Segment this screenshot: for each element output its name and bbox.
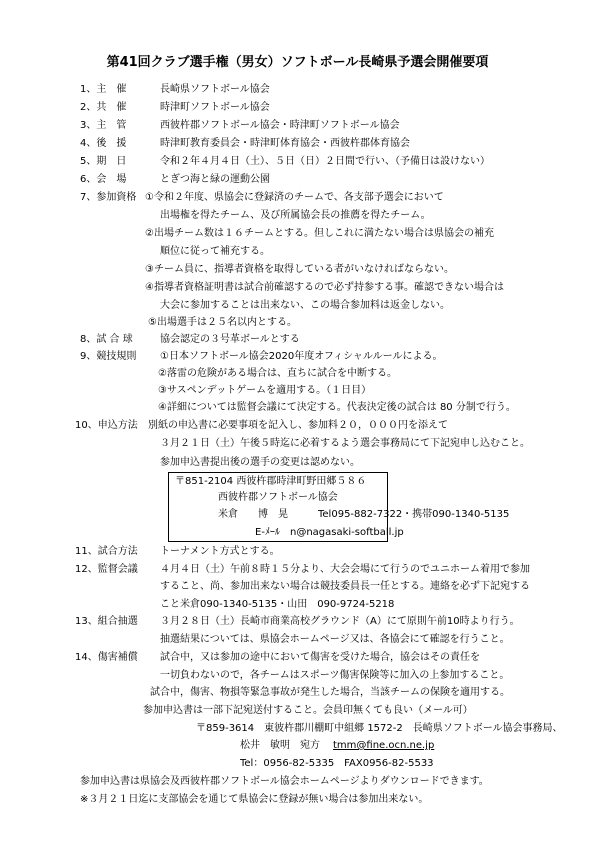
- section-9-line: ④詳細については監督会議にて決定する。代表決定後の試合は 80 分制で行う。: [158, 402, 516, 413]
- section-7-line: ④指導者資格証明書は試合前確認するので必ず持参する事。確認できない場合は: [145, 282, 504, 293]
- section-9-label: 9、競技規則: [80, 351, 137, 362]
- section-8-label: 8、試 合 球: [80, 334, 133, 345]
- submission-tel-fax: Tel：0956-82-5335 FAX0956-82-5533: [240, 758, 434, 769]
- section-5-label: 5、期 日: [80, 156, 127, 167]
- section-7-line: ⑤出場選手は２５名以内とする。: [148, 317, 297, 328]
- section-1-label: 1、主 催: [80, 84, 127, 95]
- section-6-label: 6、会 場: [80, 174, 127, 185]
- section-12-line: すること、尚、参加出来ない場合は競技委員長一任とする。連絡を必ず下記宛する: [160, 581, 530, 592]
- contact-phone: Tel095-882-7322・携帯090-1340-5135: [318, 509, 510, 520]
- section-12-line: ４月４日（土）午前８時１５分より、大会会場にて行うのでユニホーム着用で参加: [160, 564, 530, 575]
- submission-email-link[interactable]: tmm@fine.ocn.ne.jp: [333, 740, 435, 751]
- registration-notice: ※３月２１日迄に支部協会を通じて県協会に登録が無い場合は参加出来ない。: [80, 794, 429, 805]
- section-7-line: ③チーム員に、指導者資格を取得している者がいなければならない。: [145, 264, 454, 275]
- section-12-line: こと米倉090-1340-5135・山田 090-9724-5218: [160, 599, 395, 610]
- section-10-line: 参加申込書提出後の選手の変更は認めない。: [160, 457, 360, 468]
- section-2-label: 2、共 催: [80, 102, 127, 113]
- download-note: 参加申込書は県協会及西彼杵郡ソフトボール協会ホームページよりダウンロードできます。: [80, 776, 489, 787]
- page-title: 第41回クラブ選手権（男女）ソフトボール長崎県予選会開催要項: [106, 55, 489, 70]
- section-11-text: トーナメント方式とする。: [160, 546, 280, 557]
- section-12-label: 12、監督会議: [75, 564, 138, 575]
- section-14-label: 14、傷害補償: [75, 652, 138, 663]
- section-10-line: ３月２１日（土）午後５時迄に必着するよう選会事務局にて下記宛申し込むこと。: [160, 438, 530, 449]
- section-13-line: 抽選結果については、県協会ホームページ又は、各協会にて確認を行うこと。: [160, 634, 510, 645]
- section-9-line: ②落雷の危険がある場合は、直ちに試合を中断する。: [158, 368, 397, 379]
- section-13-label: 13、組合抽選: [75, 616, 138, 627]
- section-7-line: ②出場チーム数は１６チームとする。但しこれに満たない場合は県協会の補充: [145, 228, 494, 239]
- submission-recipient: 松井 敏明 宛方: [240, 740, 320, 751]
- section-14-line: 一切負わないので，各チームはスポーツ傷害保険等に加入の上参加すること。: [160, 670, 510, 681]
- contact-email-label: E-ﾒｰﾙ: [255, 527, 280, 538]
- section-14-line: 試合中，傷害、物損等緊急事故が発生した場合，当該チームの保険を適用する。: [150, 687, 510, 698]
- section-11-label: 11、試合方法: [75, 546, 138, 557]
- submission-note: 参加申込書は一部下記宛送付すること。会員印無くても良い（メール可）: [143, 705, 473, 716]
- submission-address: 〒859-3614 東彼杵郡川棚町中組郷 1572-2 長崎県ソフトボール協会事務局、: [196, 723, 563, 734]
- section-7-line: 大会に参加することは出来ない、この場合参加料は返金しない。: [160, 300, 450, 311]
- contact-person: 米倉 博 晃: [218, 509, 288, 520]
- contact-email: n@nagasaki-softball.jp: [290, 527, 404, 538]
- section-4-text: 時津町教育委員会・時津町体育協会・西彼杵郡体育協会: [160, 138, 410, 149]
- section-2-text: 時津町ソフトボール協会: [160, 102, 270, 113]
- contact-postal-address: 〒851-2104 西彼杵郡時津町野田郷５８６: [175, 476, 367, 487]
- section-3-text: 西彼杵郡ソフトボール協会・時津町ソフトボール協会: [160, 120, 400, 131]
- section-7-line: ①令和２年度、県協会に登録済のチームで、各支部予選会において: [145, 192, 444, 203]
- section-9-line: ①日本ソフトボール協会2020年度オフィシャルルールによる。: [160, 351, 443, 362]
- section-13-line: ３月２８日（土）長崎市商業高校グラウンド（A）にて原則午前10時より行う。: [160, 616, 520, 627]
- section-14-line: 試合中，又は参加の途中において傷害を受けた場合，協会はその責任を: [160, 652, 480, 663]
- section-4-label: 4、後 援: [80, 138, 127, 149]
- section-5-text: 令和２年４月４日（土）、５日（日）２日間で行い、（予備日は設けない）: [160, 156, 490, 167]
- section-7-line: 順位に従って補充する。: [160, 246, 270, 257]
- section-3-label: 3、主 管: [80, 120, 127, 131]
- section-7-label: 7、参加資格: [80, 192, 137, 203]
- section-8-text: 協会認定の３号革ボールとする: [160, 334, 300, 345]
- section-1-text: 長崎県ソフトボール協会: [160, 84, 270, 95]
- section-9-line: ③サスペンデットゲームを適用する。（１日目）: [158, 385, 372, 396]
- section-6-text: とぎつ海と緑の運動公園: [160, 174, 270, 185]
- section-10-line: 別紙の申込書に必要事項を記入し、参加料２０，０００円を添えて: [148, 420, 448, 431]
- contact-organization: 西彼杵郡ソフトボール協会: [218, 492, 338, 503]
- section-7-line: 出場権を得たチーム、及び所属協会長の推薦を得たチーム。: [160, 210, 431, 221]
- section-10-label: 10、申込方法: [75, 420, 138, 431]
